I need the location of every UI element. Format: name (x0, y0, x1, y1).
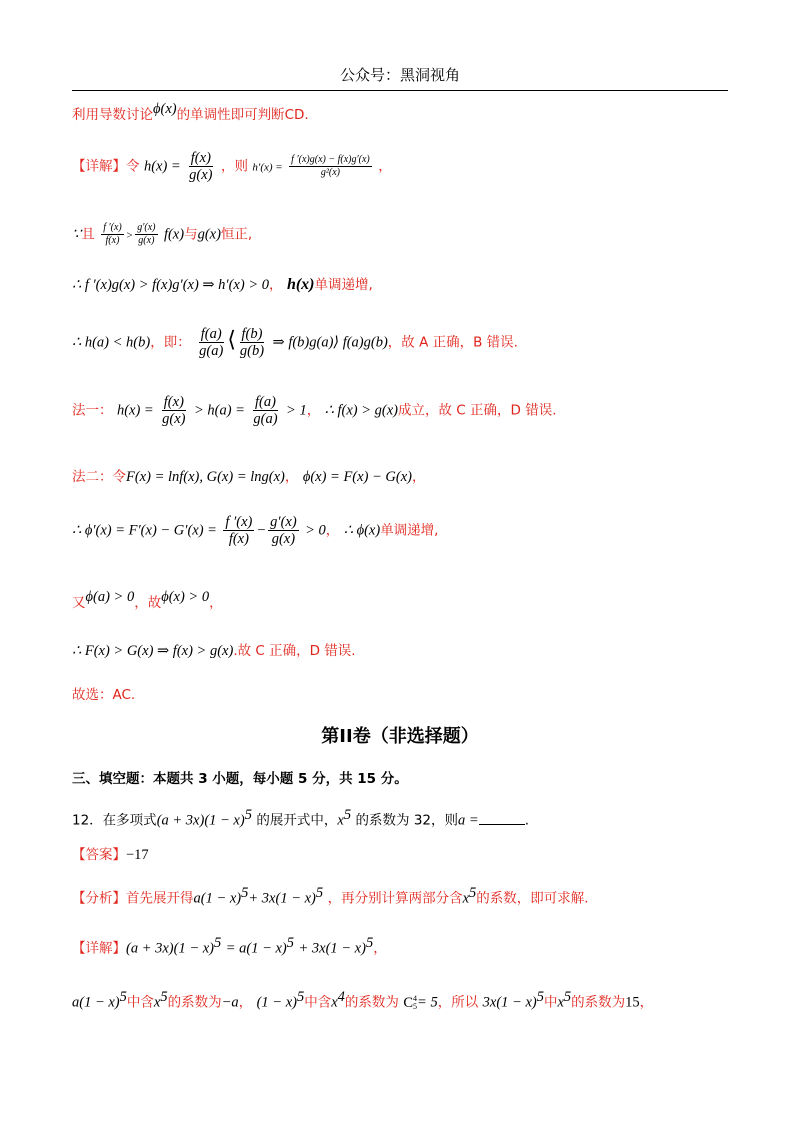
analysis-tag: 【分析】首先展开得 (72, 890, 194, 907)
text: 且 (81, 226, 95, 243)
detail-tag: 【详解】 (72, 940, 126, 957)
line-intro (72, 101, 740, 124)
answer-line (72, 846, 740, 864)
fraction: $\frac{f(a)}{g(a)}$ (253, 394, 278, 427)
formula: h(x) (286, 276, 315, 293)
text: ， (412, 469, 426, 485)
question-12: 12．在多项式$(a + 3x)(1 - x)^5$ 的展开式中，$x^5$ 的系数为 32，则a = . (72, 807, 529, 829)
fraction: $\frac{f '(x)g(x) - f(x)g'(x)}{\text{g²(x)}}$ (291, 154, 370, 178)
method-tag: 法二：令 (72, 469, 126, 485)
text: 利用导数讨论 (72, 107, 153, 123)
formula: ϕ(x) = F(x) − G(x) (302, 469, 412, 485)
part3-heading (72, 770, 740, 788)
text: .故 C 正确，D 错误. (233, 643, 356, 659)
text: 单调递增, (380, 522, 439, 539)
line-detail-1 (72, 150, 740, 190)
method-tag: 法一： (72, 402, 113, 419)
analysis-line: 【分析】首先展开得$a(1 - x)^5+ 3x(1 - x)^5$ ，再分别计算两部分含$x^5$的系数，即可求解. (72, 885, 589, 907)
formula: h(x) = (116, 402, 154, 419)
answer-tag: 【答案】 (72, 847, 126, 863)
formula: x (337, 812, 344, 829)
combination: C 4 5 (403, 994, 418, 1012)
line-method-2 (72, 468, 740, 486)
text: 的单调性即可判断CD. (176, 107, 309, 123)
detail-tag: 【详解】令 (72, 158, 140, 175)
formula: h(x) = (143, 158, 181, 175)
because-symbol: ∵ (72, 226, 82, 243)
text: 故选：AC. (72, 687, 136, 703)
fraction: $\frac{f(b)}{g(b)}$ (239, 326, 265, 359)
line-phi-derivative (72, 514, 740, 558)
formula: − (256, 522, 267, 539)
text: 恒正, (220, 226, 253, 243)
text: 的展开式中， (256, 812, 338, 829)
formula: a = (458, 812, 479, 829)
formula: (a + 3x)(1 − x) (126, 940, 215, 957)
formula: > 1 (286, 402, 307, 419)
fraction: $\frac{f(a)}{g(a)}$ (199, 326, 224, 359)
text: 的系数，即可求解. (476, 890, 589, 907)
formula: f(x) (163, 226, 185, 243)
text: ， (209, 595, 223, 611)
formula: ∴ h(a) < h(b) (72, 334, 151, 351)
formula: > 0 (305, 522, 326, 539)
fraction: $\frac{f '(x)}{f(x)}$ (225, 514, 253, 547)
line-method-1 (72, 394, 740, 438)
fraction: $\frac{f(x)}{g(x)}$ (189, 150, 213, 183)
text: ，则 (220, 158, 248, 175)
text: 的系数为 32，则 (355, 812, 459, 829)
text: ，故 (134, 595, 162, 611)
text: 单调递增, (314, 277, 373, 293)
formula: a(1 − x) (193, 890, 242, 907)
formula: ϕ(a) > 0 (85, 589, 135, 605)
text: 12．在多项式 (72, 812, 157, 829)
detail-line: 【详解】$(a + 3x)(1 - x)^5 = a(1 - x)^5 + 3x(1 - x)^5$， (72, 935, 387, 957)
formula: ∴ F(x) > G(x) ⇒ f(x) > g(x) (72, 643, 234, 659)
text: ， (268, 277, 283, 293)
formula: h′(x) = (252, 161, 283, 174)
text: ，故 A 正确，B 错误. (387, 334, 518, 351)
text: ， (306, 402, 321, 419)
text: ， (325, 522, 340, 539)
formula: ∴ ϕ(x) (343, 522, 381, 539)
formula: ϕ(x) > 0 (161, 589, 210, 605)
line-answer-choice (72, 686, 740, 704)
coefficient-line: $a(1 - x)^5$中含$x^5$的系数为−a， $(1 - x)^5$中含$x^4$的系数为 C 4 5 = 5，所以 $3x(1 - x)^5$中$x^5$的系数为15， (72, 989, 654, 1012)
formula: (a + 3x)(1 − x) (156, 812, 245, 829)
text: ，再分别计算两部分含 (327, 890, 463, 907)
text: 成立，故 C 正确，D 错误. (398, 402, 557, 419)
formula: g(x) (197, 226, 221, 243)
line-also (72, 589, 740, 612)
fraction: $\frac{g'(x)}{g(x)}$ (137, 222, 156, 246)
line-condition (72, 222, 740, 254)
formula: ∴ ϕ′(x) = F′(x) − G′(x) = (72, 522, 217, 539)
fraction: $\frac{g'(x)}{g(x)}$ (270, 514, 297, 547)
formula: ϕ(x) (153, 101, 177, 117)
formula: F(x) = lnf(x), G(x) = lng(x) (126, 469, 285, 485)
line-compare: ∴ h(a) < h(b)，即： $\frac{f(a)}{g(a)}$ ⟨ $\frac{f(b)}{g(b)}$ ⇒ f(b)g(a)⟩ f(a)g(b)，故 A 正确，B 错误. (72, 326, 518, 359)
formula: ∴ f ′(x)g(x) > f(x)g′(x) ⇒ h′(x) > 0 (72, 277, 269, 293)
answer-blank (479, 812, 525, 825)
text: ， (378, 158, 392, 175)
formula: a(1 − x) (72, 994, 120, 1011)
fraction: $\frac{f(x)}{g(x)}$ (162, 394, 186, 427)
fraction: $\frac{f '(x)}{f(x)}$ (103, 222, 122, 246)
formula: > h(a) = (193, 402, 245, 419)
header-title: 公众号：黑洞视角 (339, 66, 460, 84)
page-header (72, 58, 728, 91)
text: 与 (184, 226, 198, 243)
formula: ∴ f(x) > g(x) (324, 402, 399, 419)
text: ， (284, 469, 299, 485)
heading-text: 三、填空题：本题共 3 小题，每小题 5 分，共 15 分。 (72, 771, 408, 787)
formula: > (125, 229, 134, 242)
line-conclusion (72, 642, 740, 660)
formula: ⇒ f(b)g(a)⟩ f(a)g(b) (272, 334, 388, 351)
section-title: 第II卷（非选择题） (321, 726, 479, 747)
line-derivative (72, 276, 740, 294)
answer-value: −17 (126, 847, 149, 863)
text: ，即： (150, 334, 191, 351)
text: 又 (72, 595, 86, 611)
